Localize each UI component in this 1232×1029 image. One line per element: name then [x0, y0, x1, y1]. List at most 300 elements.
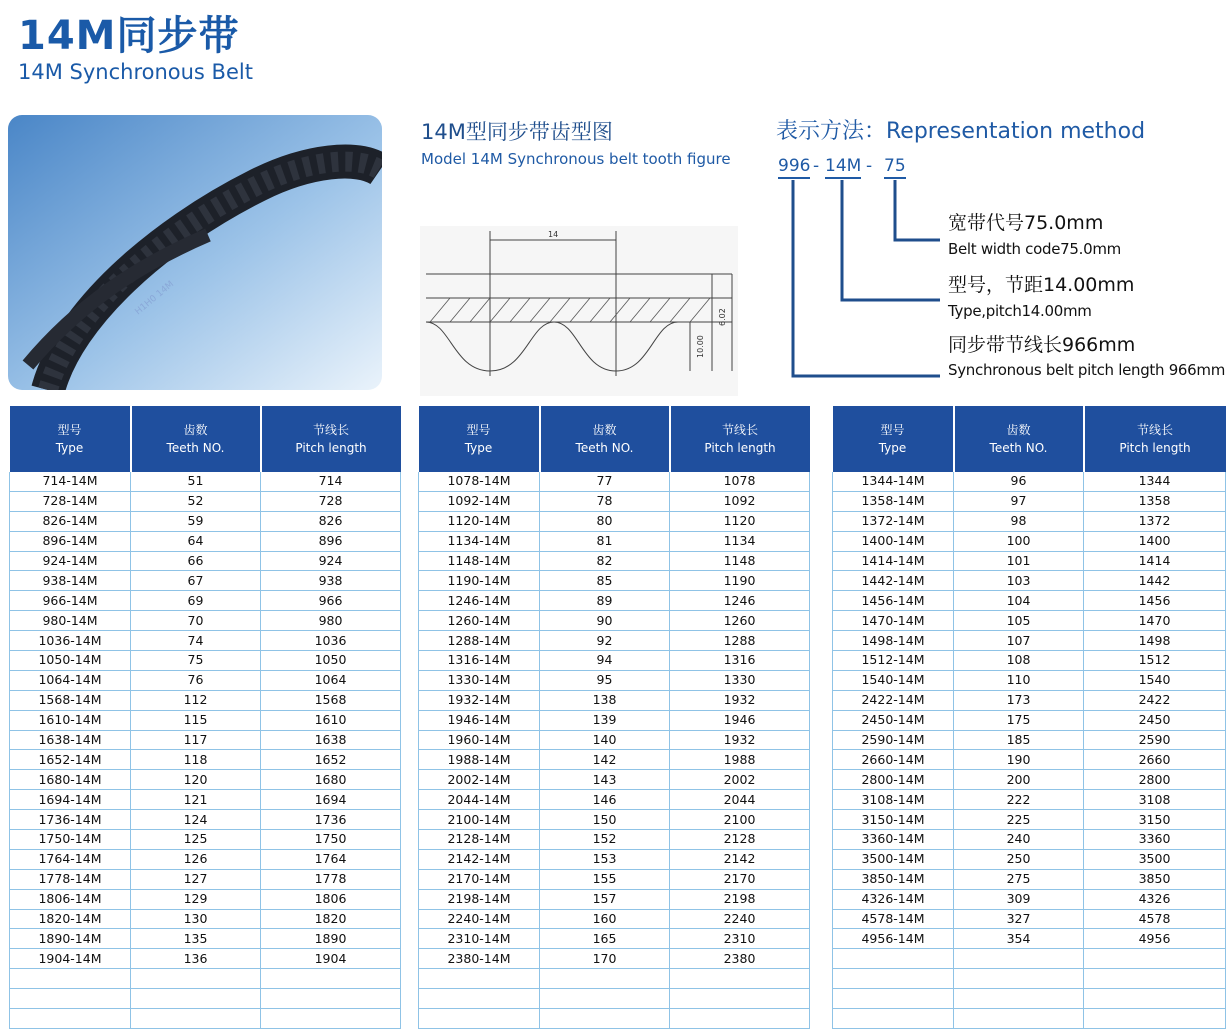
teeth-cell: 354: [954, 929, 1084, 949]
tooth-profile-drawing: [420, 226, 738, 396]
pitch-length-cell: 1190: [670, 571, 810, 591]
table-row: [10, 730, 401, 750]
type-cell: 3108-14M: [833, 790, 954, 810]
type-cell: 1288-14M: [419, 631, 540, 651]
type-cell: 1904-14M: [10, 949, 131, 969]
type-cell: 1540-14M: [833, 670, 954, 690]
pitch-length-cell: 2450: [1084, 710, 1226, 730]
teeth-cell: 120: [131, 770, 261, 790]
pitch-length-cell: 1134: [670, 531, 810, 551]
type-cell: 1932-14M: [419, 690, 540, 710]
teeth-cell: 112: [131, 690, 261, 710]
column-header-cn: 节线长: [721, 423, 758, 437]
pitch-length-cell: 896: [261, 531, 401, 551]
teeth-cell: 140: [540, 730, 670, 750]
teeth-cell: [954, 989, 1084, 1009]
type-cell: 1778-14M: [10, 869, 131, 889]
type-cell: 2380-14M: [419, 949, 540, 969]
belt-photo: [8, 115, 382, 390]
table-row: [419, 472, 810, 491]
teeth-cell: 98: [954, 511, 1084, 531]
type-cell: 1036-14M: [10, 631, 131, 651]
table-row: [833, 651, 1226, 671]
page-subtitle: 14M Synchronous Belt: [18, 60, 253, 84]
column-header-cn: 型号: [880, 423, 905, 437]
teeth-cell: 82: [540, 551, 670, 571]
table-row: [833, 710, 1226, 730]
pitch-length-cell: 966: [261, 591, 401, 611]
type-cell: 2310-14M: [419, 929, 540, 949]
table-row: [10, 830, 401, 850]
dim-height: 6.02: [718, 308, 727, 326]
type-cell: 2044-14M: [419, 790, 540, 810]
type-cell: 1820-14M: [10, 909, 131, 929]
table-row: [833, 969, 1226, 989]
type-cell: 1638-14M: [10, 730, 131, 750]
type-cell: 1736-14M: [10, 810, 131, 830]
pitch-length-cell: 3360: [1084, 830, 1226, 850]
teeth-cell: 70: [131, 611, 261, 631]
pitch-length-cell: 1344: [1084, 472, 1226, 491]
table-row: [419, 730, 810, 750]
length-label-en: Synchronous belt pitch length 966mm: [948, 361, 1226, 379]
table-row: [833, 949, 1226, 969]
type-cell: [419, 1009, 540, 1029]
type-cell: 924-14M: [10, 551, 131, 571]
pitch-length-cell: 1330: [670, 670, 810, 690]
table-row: [833, 551, 1226, 571]
table-row: [10, 969, 401, 989]
teeth-cell: [954, 949, 1084, 969]
pitch-length-cell: 1904: [261, 949, 401, 969]
teeth-cell: 150: [540, 810, 670, 830]
pitch-length-cell: 3150: [1084, 810, 1226, 830]
teeth-cell: 100: [954, 531, 1084, 551]
type-cell: 1680-14M: [10, 770, 131, 790]
teeth-cell: 115: [131, 710, 261, 730]
type-cell: 980-14M: [10, 611, 131, 631]
type-cell: 1414-14M: [833, 551, 954, 571]
teeth-cell: 77: [540, 472, 670, 491]
type-cell: 1134-14M: [419, 531, 540, 551]
pitch-length-cell: [670, 1009, 810, 1029]
column-header-cn: 齿数: [592, 423, 617, 437]
type-cell: 3150-14M: [833, 810, 954, 830]
teeth-cell: 107: [954, 631, 1084, 651]
width-code-label: 宽带代号75.0mm: [948, 212, 1104, 234]
column-header-en: Pitch length: [704, 441, 776, 455]
pitch-length-cell: 826: [261, 511, 401, 531]
type-cell: 1092-14M: [419, 491, 540, 511]
type-cell: 896-14M: [10, 531, 131, 551]
table-row: [419, 770, 810, 790]
type-cell: 966-14M: [10, 591, 131, 611]
table-row: [10, 849, 401, 869]
column-header-en: Teeth NO.: [166, 441, 225, 455]
teeth-cell: 52: [131, 491, 261, 511]
teeth-cell: 104: [954, 591, 1084, 611]
teeth-cell: [954, 969, 1084, 989]
table-row: [833, 810, 1226, 830]
column-header: [10, 406, 131, 472]
table-row: [419, 889, 810, 909]
teeth-cell: 250: [954, 849, 1084, 869]
table-row: [419, 511, 810, 531]
pitch-length-cell: 728: [261, 491, 401, 511]
type-cell: 2170-14M: [419, 869, 540, 889]
table-row: [10, 949, 401, 969]
type-cell: 1148-14M: [419, 551, 540, 571]
table-row: [10, 810, 401, 830]
pitch-length-cell: 2198: [670, 889, 810, 909]
pitch-length-cell: 1316: [670, 651, 810, 671]
teeth-cell: 90: [540, 611, 670, 631]
teeth-cell: 157: [540, 889, 670, 909]
type-cell: 1750-14M: [10, 830, 131, 850]
table-row: [10, 889, 401, 909]
teeth-cell: 152: [540, 830, 670, 850]
table-row: [833, 631, 1226, 651]
table-row: [419, 849, 810, 869]
type-cell: 1960-14M: [419, 730, 540, 750]
table-row: [833, 830, 1226, 850]
pitch-length-cell: 1540: [1084, 670, 1226, 690]
type-cell: 3500-14M: [833, 849, 954, 869]
teeth-cell: 69: [131, 591, 261, 611]
pitch-length-cell: [1084, 1009, 1226, 1029]
column-header: [1084, 406, 1226, 472]
column-header: [261, 406, 401, 472]
teeth-cell: 105: [954, 611, 1084, 631]
table-row: [419, 969, 810, 989]
type-cell: 1498-14M: [833, 631, 954, 651]
tooth-figure-subtitle: Model 14M Synchronous belt tooth figure: [421, 150, 731, 168]
table-row: [833, 472, 1226, 491]
teeth-cell: 222: [954, 790, 1084, 810]
type-cell: 1512-14M: [833, 651, 954, 671]
pitch-length-cell: 938: [261, 571, 401, 591]
teeth-cell: 101: [954, 551, 1084, 571]
column-header-cn: 齿数: [183, 423, 208, 437]
column-header: [833, 406, 954, 472]
code-separator: -: [866, 156, 873, 176]
pitch-length-cell: 1680: [261, 770, 401, 790]
pitch-length-cell: 2128: [670, 830, 810, 850]
type-cell: [10, 1009, 131, 1029]
teeth-cell: 173: [954, 690, 1084, 710]
pitch-length-cell: 2002: [670, 770, 810, 790]
table-row: [833, 730, 1226, 750]
teeth-cell: 185: [954, 730, 1084, 750]
pitch-length-cell: [670, 969, 810, 989]
type-cell: 714-14M: [10, 472, 131, 491]
teeth-cell: [540, 989, 670, 1009]
type-cell: 1246-14M: [419, 591, 540, 611]
pitch-length-cell: 1778: [261, 869, 401, 889]
dim-pitch: 14: [548, 230, 559, 239]
table-row: [833, 1009, 1226, 1029]
pitch-length-cell: 2422: [1084, 690, 1226, 710]
table-row: [419, 670, 810, 690]
teeth-cell: [954, 1009, 1084, 1029]
teeth-cell: 153: [540, 849, 670, 869]
teeth-cell: 64: [131, 531, 261, 551]
table-row: [10, 571, 401, 591]
pitch-length-cell: 2240: [670, 909, 810, 929]
table-row: [419, 591, 810, 611]
type-cell: 1988-14M: [419, 750, 540, 770]
pitch-length-cell: 2142: [670, 849, 810, 869]
pitch-length-cell: 2380: [670, 949, 810, 969]
code-separator: -: [813, 156, 820, 176]
teeth-cell: 135: [131, 929, 261, 949]
pitch-length-cell: [1084, 969, 1226, 989]
table-row: [10, 1009, 401, 1029]
pitch-label: 型号，节距14.00mm: [948, 274, 1135, 296]
type-cell: 2002-14M: [419, 770, 540, 790]
type-cell: 1442-14M: [833, 571, 954, 591]
teeth-cell: [131, 969, 261, 989]
pitch-length-cell: 1736: [261, 810, 401, 830]
teeth-cell: 146: [540, 790, 670, 810]
table-row: [419, 710, 810, 730]
type-cell: 1316-14M: [419, 651, 540, 671]
pitch-length-cell: 1988: [670, 750, 810, 770]
teeth-cell: 110: [954, 670, 1084, 690]
table-row: [833, 531, 1226, 551]
table-row: [419, 869, 810, 889]
pitch-length-cell: 1456: [1084, 591, 1226, 611]
table-row: [833, 571, 1226, 591]
table-row: [10, 472, 401, 491]
pitch-length-cell: 1092: [670, 491, 810, 511]
pitch-length-cell: [261, 1009, 401, 1029]
pitch-length-cell: 1610: [261, 710, 401, 730]
teeth-cell: 126: [131, 849, 261, 869]
table-row: [419, 611, 810, 631]
column-header-cn: 节线长: [312, 423, 349, 437]
column-header: [540, 406, 670, 472]
teeth-cell: 175: [954, 710, 1084, 730]
pitch-length-cell: 1078: [670, 472, 810, 491]
pitch-length-cell: [1084, 989, 1226, 1009]
column-header-en: Type: [878, 441, 907, 455]
type-cell: [10, 969, 131, 989]
table-row: [10, 690, 401, 710]
teeth-cell: 155: [540, 869, 670, 889]
teeth-cell: 138: [540, 690, 670, 710]
column-header-en: Pitch length: [295, 441, 367, 455]
pitch-length-cell: 1750: [261, 830, 401, 850]
pitch-length-cell: 2170: [670, 869, 810, 889]
teeth-cell: 75: [131, 651, 261, 671]
table-row: [833, 770, 1226, 790]
table-row: [419, 909, 810, 929]
teeth-cell: 74: [131, 631, 261, 651]
table-row: [419, 551, 810, 571]
column-header-en: Teeth NO.: [575, 441, 634, 455]
pitch-length-cell: 1498: [1084, 631, 1226, 651]
pitch-length-cell: 4956: [1084, 929, 1226, 949]
column-header-en: Type: [55, 441, 84, 455]
belt-table-1: [9, 406, 401, 1029]
type-cell: [419, 989, 540, 1009]
type-cell: 1470-14M: [833, 611, 954, 631]
pitch-length-cell: 2590: [1084, 730, 1226, 750]
table-row: [10, 551, 401, 571]
teeth-cell: 78: [540, 491, 670, 511]
table-row: [10, 710, 401, 730]
type-cell: 2100-14M: [419, 810, 540, 830]
type-cell: 1372-14M: [833, 511, 954, 531]
pitch-length-cell: 1470: [1084, 611, 1226, 631]
column-header: [419, 406, 540, 472]
table-row: [833, 670, 1226, 690]
teeth-cell: 160: [540, 909, 670, 929]
table-row: [419, 1009, 810, 1029]
table-row: [419, 491, 810, 511]
teeth-cell: 103: [954, 571, 1084, 591]
teeth-cell: 125: [131, 830, 261, 850]
type-cell: 1610-14M: [10, 710, 131, 730]
belt-spec-table: [832, 406, 1226, 1029]
pitch-length-cell: 2044: [670, 790, 810, 810]
teeth-cell: 170: [540, 949, 670, 969]
pitch-length-cell: 3850: [1084, 869, 1226, 889]
pitch-length-cell: [261, 969, 401, 989]
pitch-length-cell: 2660: [1084, 750, 1226, 770]
type-cell: 2128-14M: [419, 830, 540, 850]
type-cell: 2422-14M: [833, 690, 954, 710]
type-cell: 1190-14M: [419, 571, 540, 591]
pitch-length-cell: 1512: [1084, 651, 1226, 671]
table-row: [833, 889, 1226, 909]
teeth-cell: 225: [954, 810, 1084, 830]
pitch-length-cell: 1820: [261, 909, 401, 929]
code-pitch: 14M: [825, 156, 861, 179]
type-cell: [10, 989, 131, 1009]
pitch-length-cell: 1806: [261, 889, 401, 909]
pitch-length-cell: 1246: [670, 591, 810, 611]
teeth-cell: 92: [540, 631, 670, 651]
table-row: [833, 491, 1226, 511]
pitch-length-cell: 1400: [1084, 531, 1226, 551]
teeth-cell: 139: [540, 710, 670, 730]
table-row: [833, 611, 1226, 631]
table-row: [833, 929, 1226, 949]
type-cell: 1078-14M: [419, 472, 540, 491]
teeth-cell: 142: [540, 750, 670, 770]
teeth-cell: 76: [131, 670, 261, 690]
table-row: [833, 989, 1226, 1009]
teeth-cell: 94: [540, 651, 670, 671]
table-row: [833, 750, 1226, 770]
type-cell: 4956-14M: [833, 929, 954, 949]
type-cell: 2800-14M: [833, 770, 954, 790]
code-width: 75: [884, 156, 906, 179]
type-cell: 2198-14M: [419, 889, 540, 909]
table-row: [419, 631, 810, 651]
teeth-cell: 51: [131, 472, 261, 491]
type-cell: 938-14M: [10, 571, 131, 591]
teeth-cell: 118: [131, 750, 261, 770]
pitch-length-cell: 1288: [670, 631, 810, 651]
page-title: 14M同步带: [18, 13, 240, 59]
teeth-cell: 97: [954, 491, 1084, 511]
type-cell: 4326-14M: [833, 889, 954, 909]
type-cell: 3360-14M: [833, 830, 954, 850]
table-row: [833, 909, 1226, 929]
teeth-cell: 95: [540, 670, 670, 690]
type-cell: 1330-14M: [419, 670, 540, 690]
teeth-cell: 117: [131, 730, 261, 750]
pitch-length-cell: 1148: [670, 551, 810, 571]
table-row: [833, 591, 1226, 611]
column-header-en: Teeth NO.: [989, 441, 1048, 455]
table-row: [419, 810, 810, 830]
tooth-figure-title: 14M型同步带齿型图: [421, 120, 613, 144]
pitch-length-cell: 980: [261, 611, 401, 631]
teeth-cell: 327: [954, 909, 1084, 929]
table-row: [419, 690, 810, 710]
table-row: [419, 571, 810, 591]
table-row: [419, 989, 810, 1009]
table-row: [419, 651, 810, 671]
type-cell: 728-14M: [10, 491, 131, 511]
table-row: [833, 511, 1226, 531]
teeth-cell: 66: [131, 551, 261, 571]
table-row: [833, 690, 1226, 710]
pitch-length-cell: 1358: [1084, 491, 1226, 511]
table-row: [10, 929, 401, 949]
table-row: [10, 770, 401, 790]
column-header: [954, 406, 1084, 472]
type-cell: 1260-14M: [419, 611, 540, 631]
table-row: [10, 611, 401, 631]
teeth-cell: 130: [131, 909, 261, 929]
type-cell: [833, 949, 954, 969]
teeth-cell: 129: [131, 889, 261, 909]
pitch-length-cell: 1694: [261, 790, 401, 810]
teeth-cell: 124: [131, 810, 261, 830]
pitch-length-cell: 1372: [1084, 511, 1226, 531]
teeth-cell: 165: [540, 929, 670, 949]
pitch-label-en: Type,pitch14.00mm: [948, 302, 1092, 320]
column-header: [670, 406, 810, 472]
type-cell: 1358-14M: [833, 491, 954, 511]
teeth-cell: 309: [954, 889, 1084, 909]
length-label: 同步带节线长966mm: [948, 334, 1136, 356]
representation-title: 表示方法：Representation method: [776, 119, 1146, 144]
svg-text:H1H0 14M: H1H0 14M: [133, 279, 176, 318]
column-header: [131, 406, 261, 472]
table-row: [419, 790, 810, 810]
pitch-length-cell: 1764: [261, 849, 401, 869]
teeth-cell: 67: [131, 571, 261, 591]
type-cell: 1694-14M: [10, 790, 131, 810]
type-cell: 1764-14M: [10, 849, 131, 869]
type-cell: 1806-14M: [10, 889, 131, 909]
type-cell: 2660-14M: [833, 750, 954, 770]
teeth-cell: 108: [954, 651, 1084, 671]
type-cell: 1946-14M: [419, 710, 540, 730]
teeth-cell: 240: [954, 830, 1084, 850]
table-row: [419, 929, 810, 949]
teeth-cell: [540, 969, 670, 989]
type-cell: 1120-14M: [419, 511, 540, 531]
type-cell: 2590-14M: [833, 730, 954, 750]
table-row: [10, 511, 401, 531]
